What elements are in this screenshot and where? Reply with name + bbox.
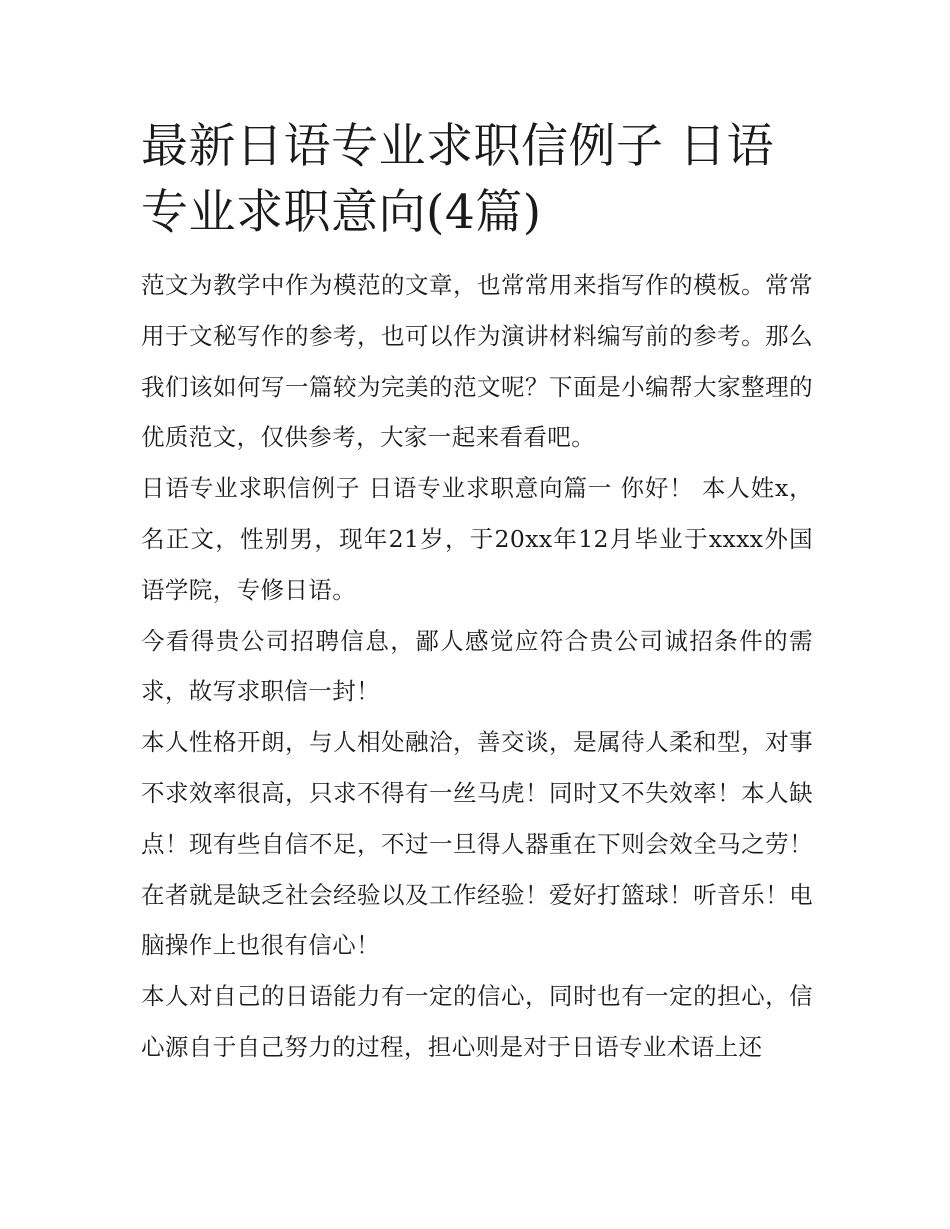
intro-paragraph: 范文为教学中作为模范的文章，也常常用来指写作的模板。常常用于文秘写作的参考，也可以作为演讲材料编写前的参考。那么我们该如何写一篇较为完美的范文呢？下面是小编帮大家整理的优质范文，仅供参考，大家一起来看看吧。 <box>141 271 813 452</box>
personality-paragraph: 本人性格开朗，与人相处融洽，善交谈，是属待人柔和型，对事不求效率很高，只求不得有一丝马虎！同时又不失效率！本人缺点！现有些自信不足，不过一旦得人器重在下则会效全马之劳！在者就是缺乏社会经验以及工作经验！爱好打篮球！听音乐！电脑操作上也很有信心！ <box>141 728 813 960</box>
document-page <box>141 114 813 1073</box>
document-title: 最新日语专业求职信例子 日语专业求职意向(4篇) <box>141 119 774 240</box>
language-ability-paragraph: 本人对自己的日语能力有一定的信心，同时也有一定的担心，信心源自于自己努力的过程，担心则是对于日语专业术语上还 <box>141 982 813 1061</box>
application-reason-paragraph: 今看得贵公司招聘信息，鄙人感觉应符合贵公司诚招条件的需求，故写求职信一封！ <box>141 626 813 706</box>
letter-opening-paragraph: 日语专业求职信例子 日语专业求职意向篇一 你好！ 本人姓x，名正文，性别男，现年21岁，于20xx年12月毕业于xxxx外国语学院，专修日语。 <box>141 474 813 604</box>
